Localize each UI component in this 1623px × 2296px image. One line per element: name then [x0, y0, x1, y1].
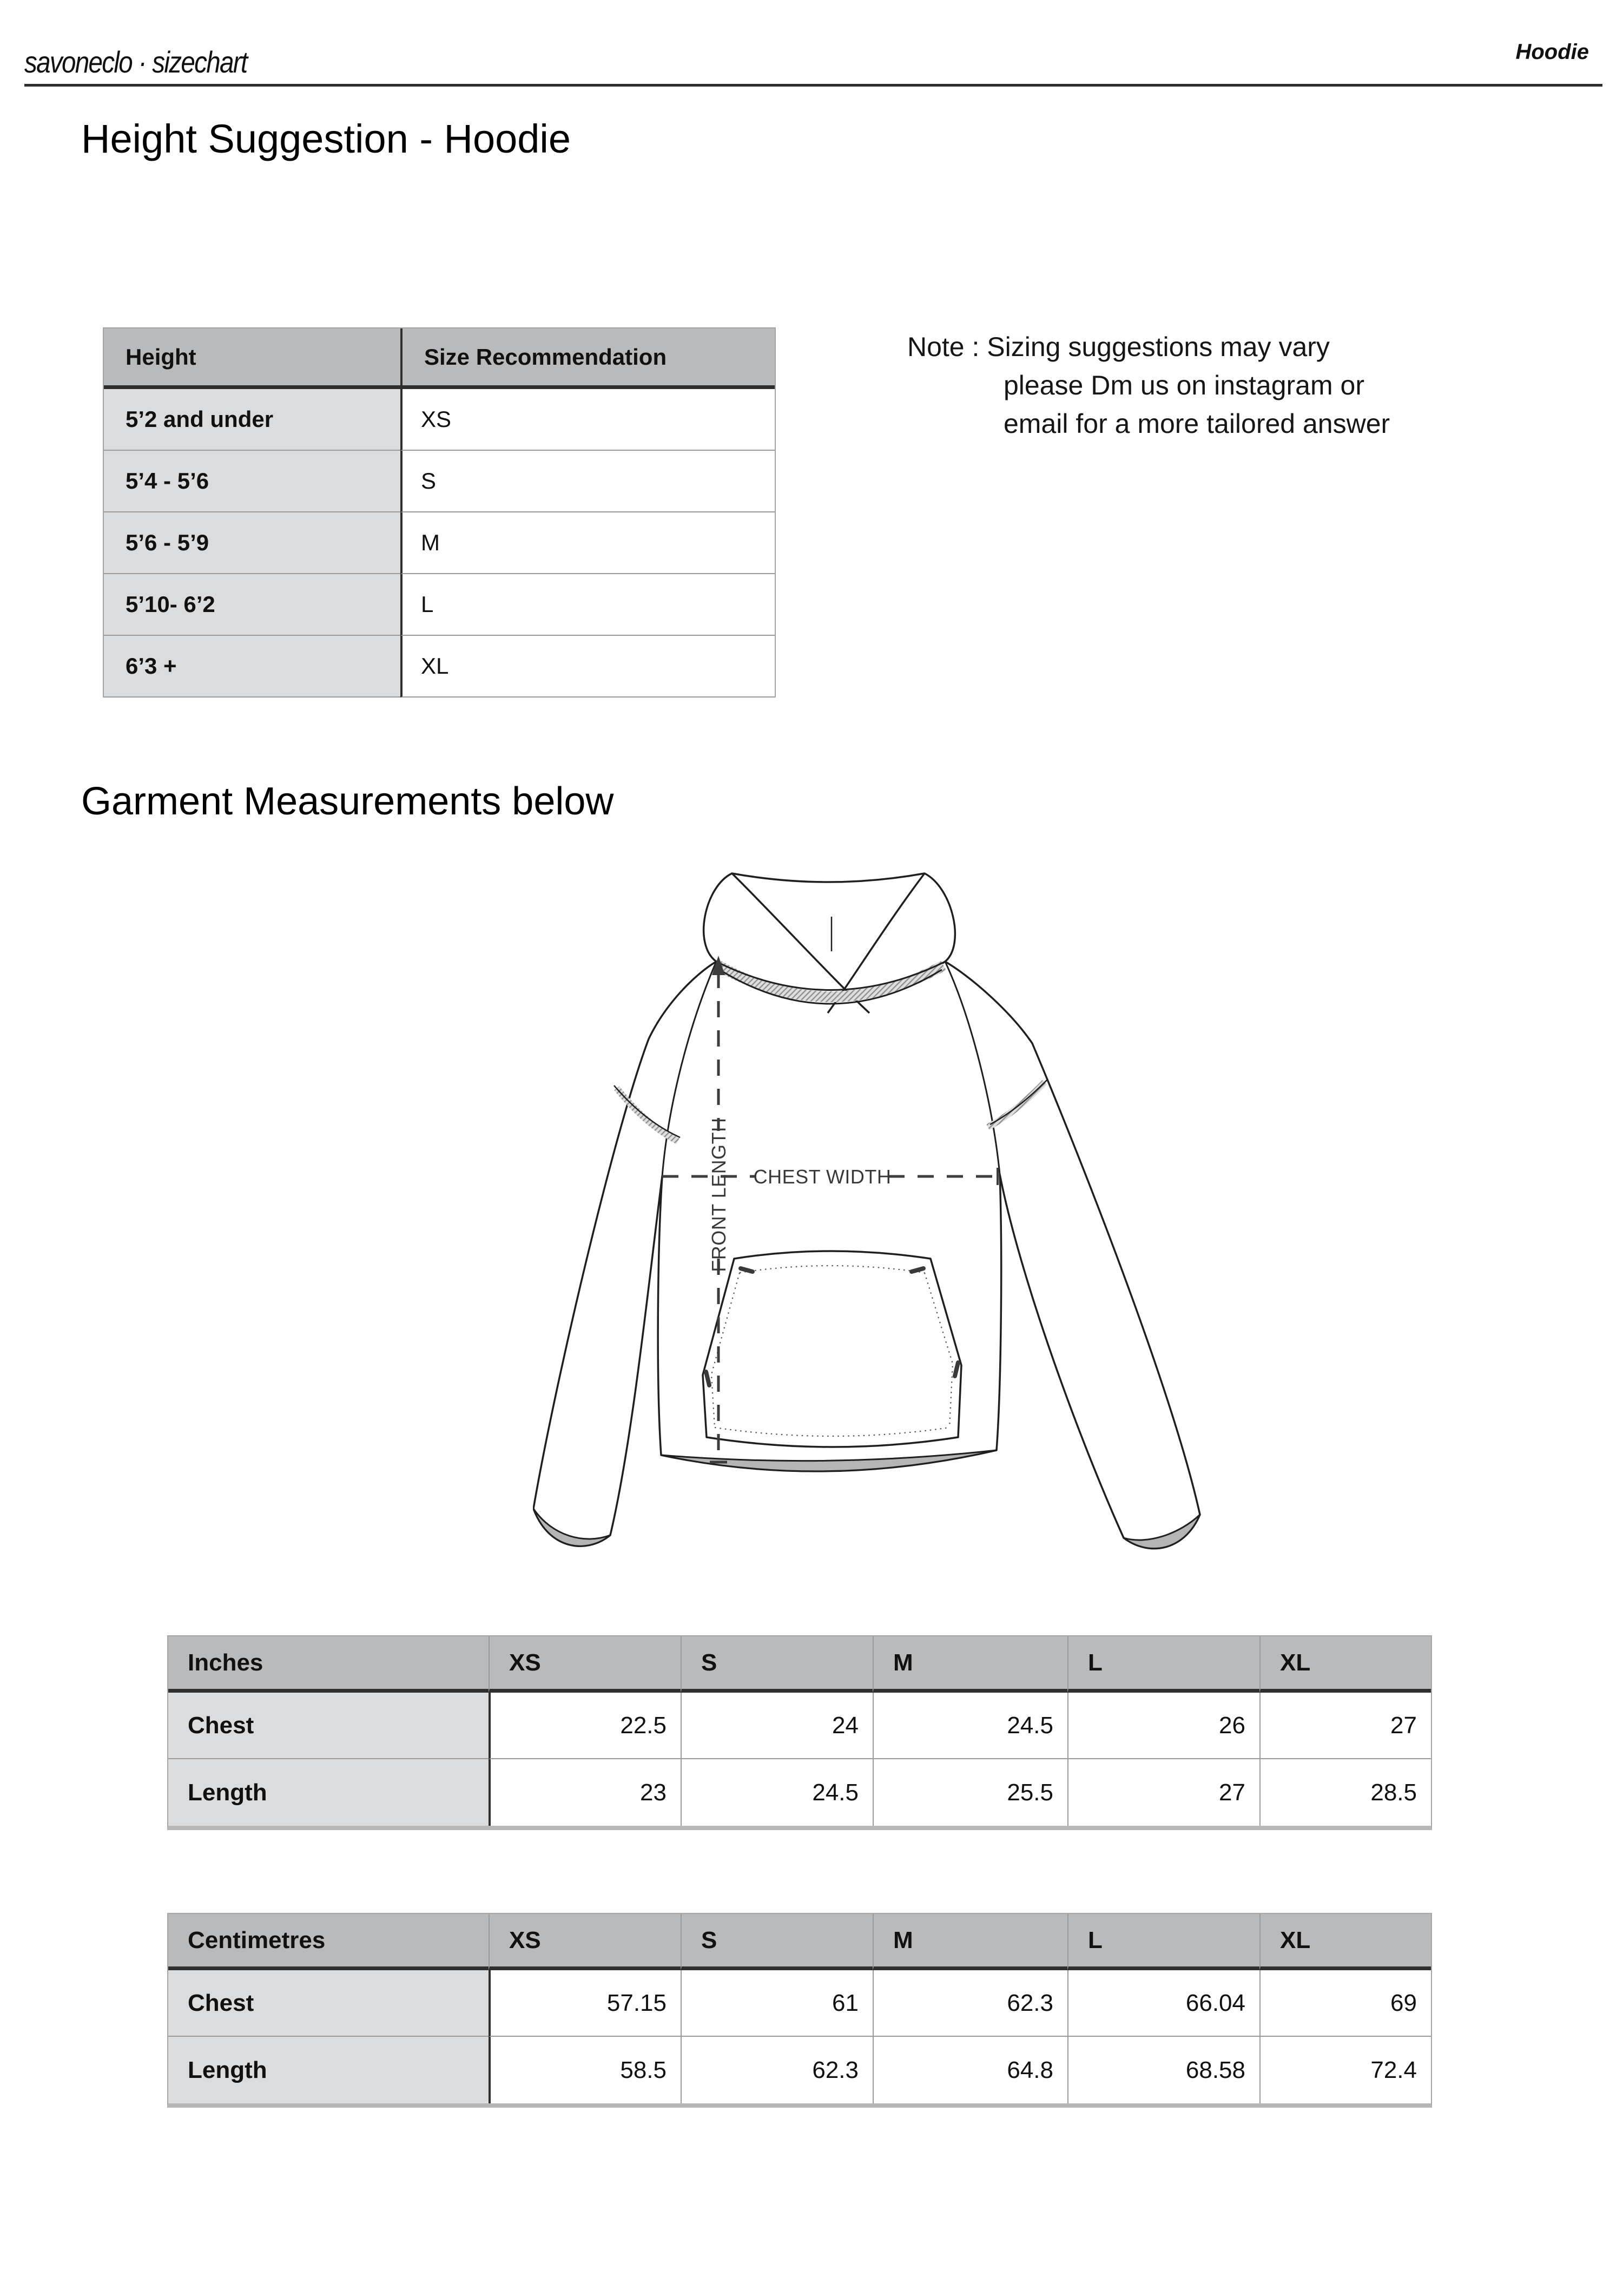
- chest-m: 62.3: [873, 1970, 1067, 2037]
- height-row-label: 5’2 and under: [104, 389, 400, 451]
- length-xl: 72.4: [1259, 2037, 1431, 2103]
- note-line: please Dm us on instagram or: [1004, 370, 1364, 400]
- length-m: 25.5: [873, 1759, 1067, 1826]
- chest-row-label: Chest: [168, 1970, 489, 2037]
- size-header-xl: XL: [1259, 1914, 1431, 1970]
- height-row-label: 5’10- 6’2: [104, 574, 400, 636]
- length-l: 27: [1067, 1759, 1259, 1826]
- length-xl: 28.5: [1259, 1759, 1431, 1826]
- length-row-label: Length: [168, 1759, 489, 1826]
- garment-measurements-title: Garment Measurements below: [81, 780, 614, 823]
- sizing-note: [907, 328, 1390, 443]
- height-row-value: XS: [400, 389, 775, 451]
- height-row-value: L: [400, 574, 775, 636]
- length-s: 24.5: [681, 1759, 873, 1826]
- height-row-value: XL: [400, 636, 775, 698]
- note-line: email for a more tailored answer: [1004, 409, 1390, 439]
- length-m: 64.8: [873, 2037, 1067, 2103]
- hoodie-diagram: [533, 871, 1201, 1604]
- inches-table: [167, 1635, 1432, 1830]
- height-table-header-size: Size Recommendation: [400, 328, 775, 389]
- note-line: Note : Sizing suggestions may vary: [907, 332, 1330, 362]
- page-title: Height Suggestion - Hoodie: [81, 116, 571, 161]
- size-header-xl: XL: [1259, 1636, 1431, 1693]
- height-row-value: M: [400, 512, 775, 574]
- length-l: 68.58: [1067, 2037, 1259, 2103]
- length-s: 62.3: [681, 2037, 873, 2103]
- size-header-m: M: [873, 1914, 1067, 1970]
- size-header-m: M: [873, 1636, 1067, 1693]
- size-header-s: S: [681, 1636, 873, 1693]
- header-divider: [24, 84, 1602, 87]
- centimetres-table: [167, 1913, 1432, 2108]
- length-xs: 23: [489, 1759, 681, 1826]
- size-header-xs: XS: [489, 1636, 681, 1693]
- chest-l: 66.04: [1067, 1970, 1259, 2037]
- cm-unit-header: Centimetres: [168, 1914, 489, 1970]
- brand-wordmark: [24, 44, 286, 80]
- chest-l: 26: [1067, 1693, 1259, 1759]
- front-length-label: FRONT LENGTH: [708, 1117, 730, 1272]
- size-header-xs: XS: [489, 1914, 681, 1970]
- chest-xs: 57.15: [489, 1970, 681, 2037]
- chest-s: 61: [681, 1970, 873, 2037]
- height-suggestion-table: [103, 327, 776, 698]
- chest-xl: 27: [1259, 1693, 1431, 1759]
- chest-width-label: CHEST WIDTH: [753, 1166, 892, 1188]
- inches-unit-header: Inches: [168, 1636, 489, 1693]
- brand-text: savoneclo · sizechart: [24, 45, 247, 79]
- size-header-l: L: [1067, 1636, 1259, 1693]
- chest-m: 24.5: [873, 1693, 1067, 1759]
- length-xs: 58.5: [489, 2037, 681, 2103]
- height-row-label: 6’3 +: [104, 636, 400, 698]
- chest-row-label: Chest: [168, 1693, 489, 1759]
- chest-xl: 69: [1259, 1970, 1431, 2037]
- length-row-label: Length: [168, 2037, 489, 2103]
- size-header-l: L: [1067, 1914, 1259, 1970]
- chest-xs: 22.5: [489, 1693, 681, 1759]
- size-header-s: S: [681, 1914, 873, 1970]
- height-row-label: 5’6 - 5’9: [104, 512, 400, 574]
- height-table-header-height: Height: [104, 328, 400, 389]
- height-row-value: S: [400, 451, 775, 512]
- kangaroo-pocket: [703, 1251, 961, 1447]
- page-label: Hoodie: [1515, 40, 1589, 64]
- height-row-label: 5’4 - 5’6: [104, 451, 400, 512]
- chest-s: 24: [681, 1693, 873, 1759]
